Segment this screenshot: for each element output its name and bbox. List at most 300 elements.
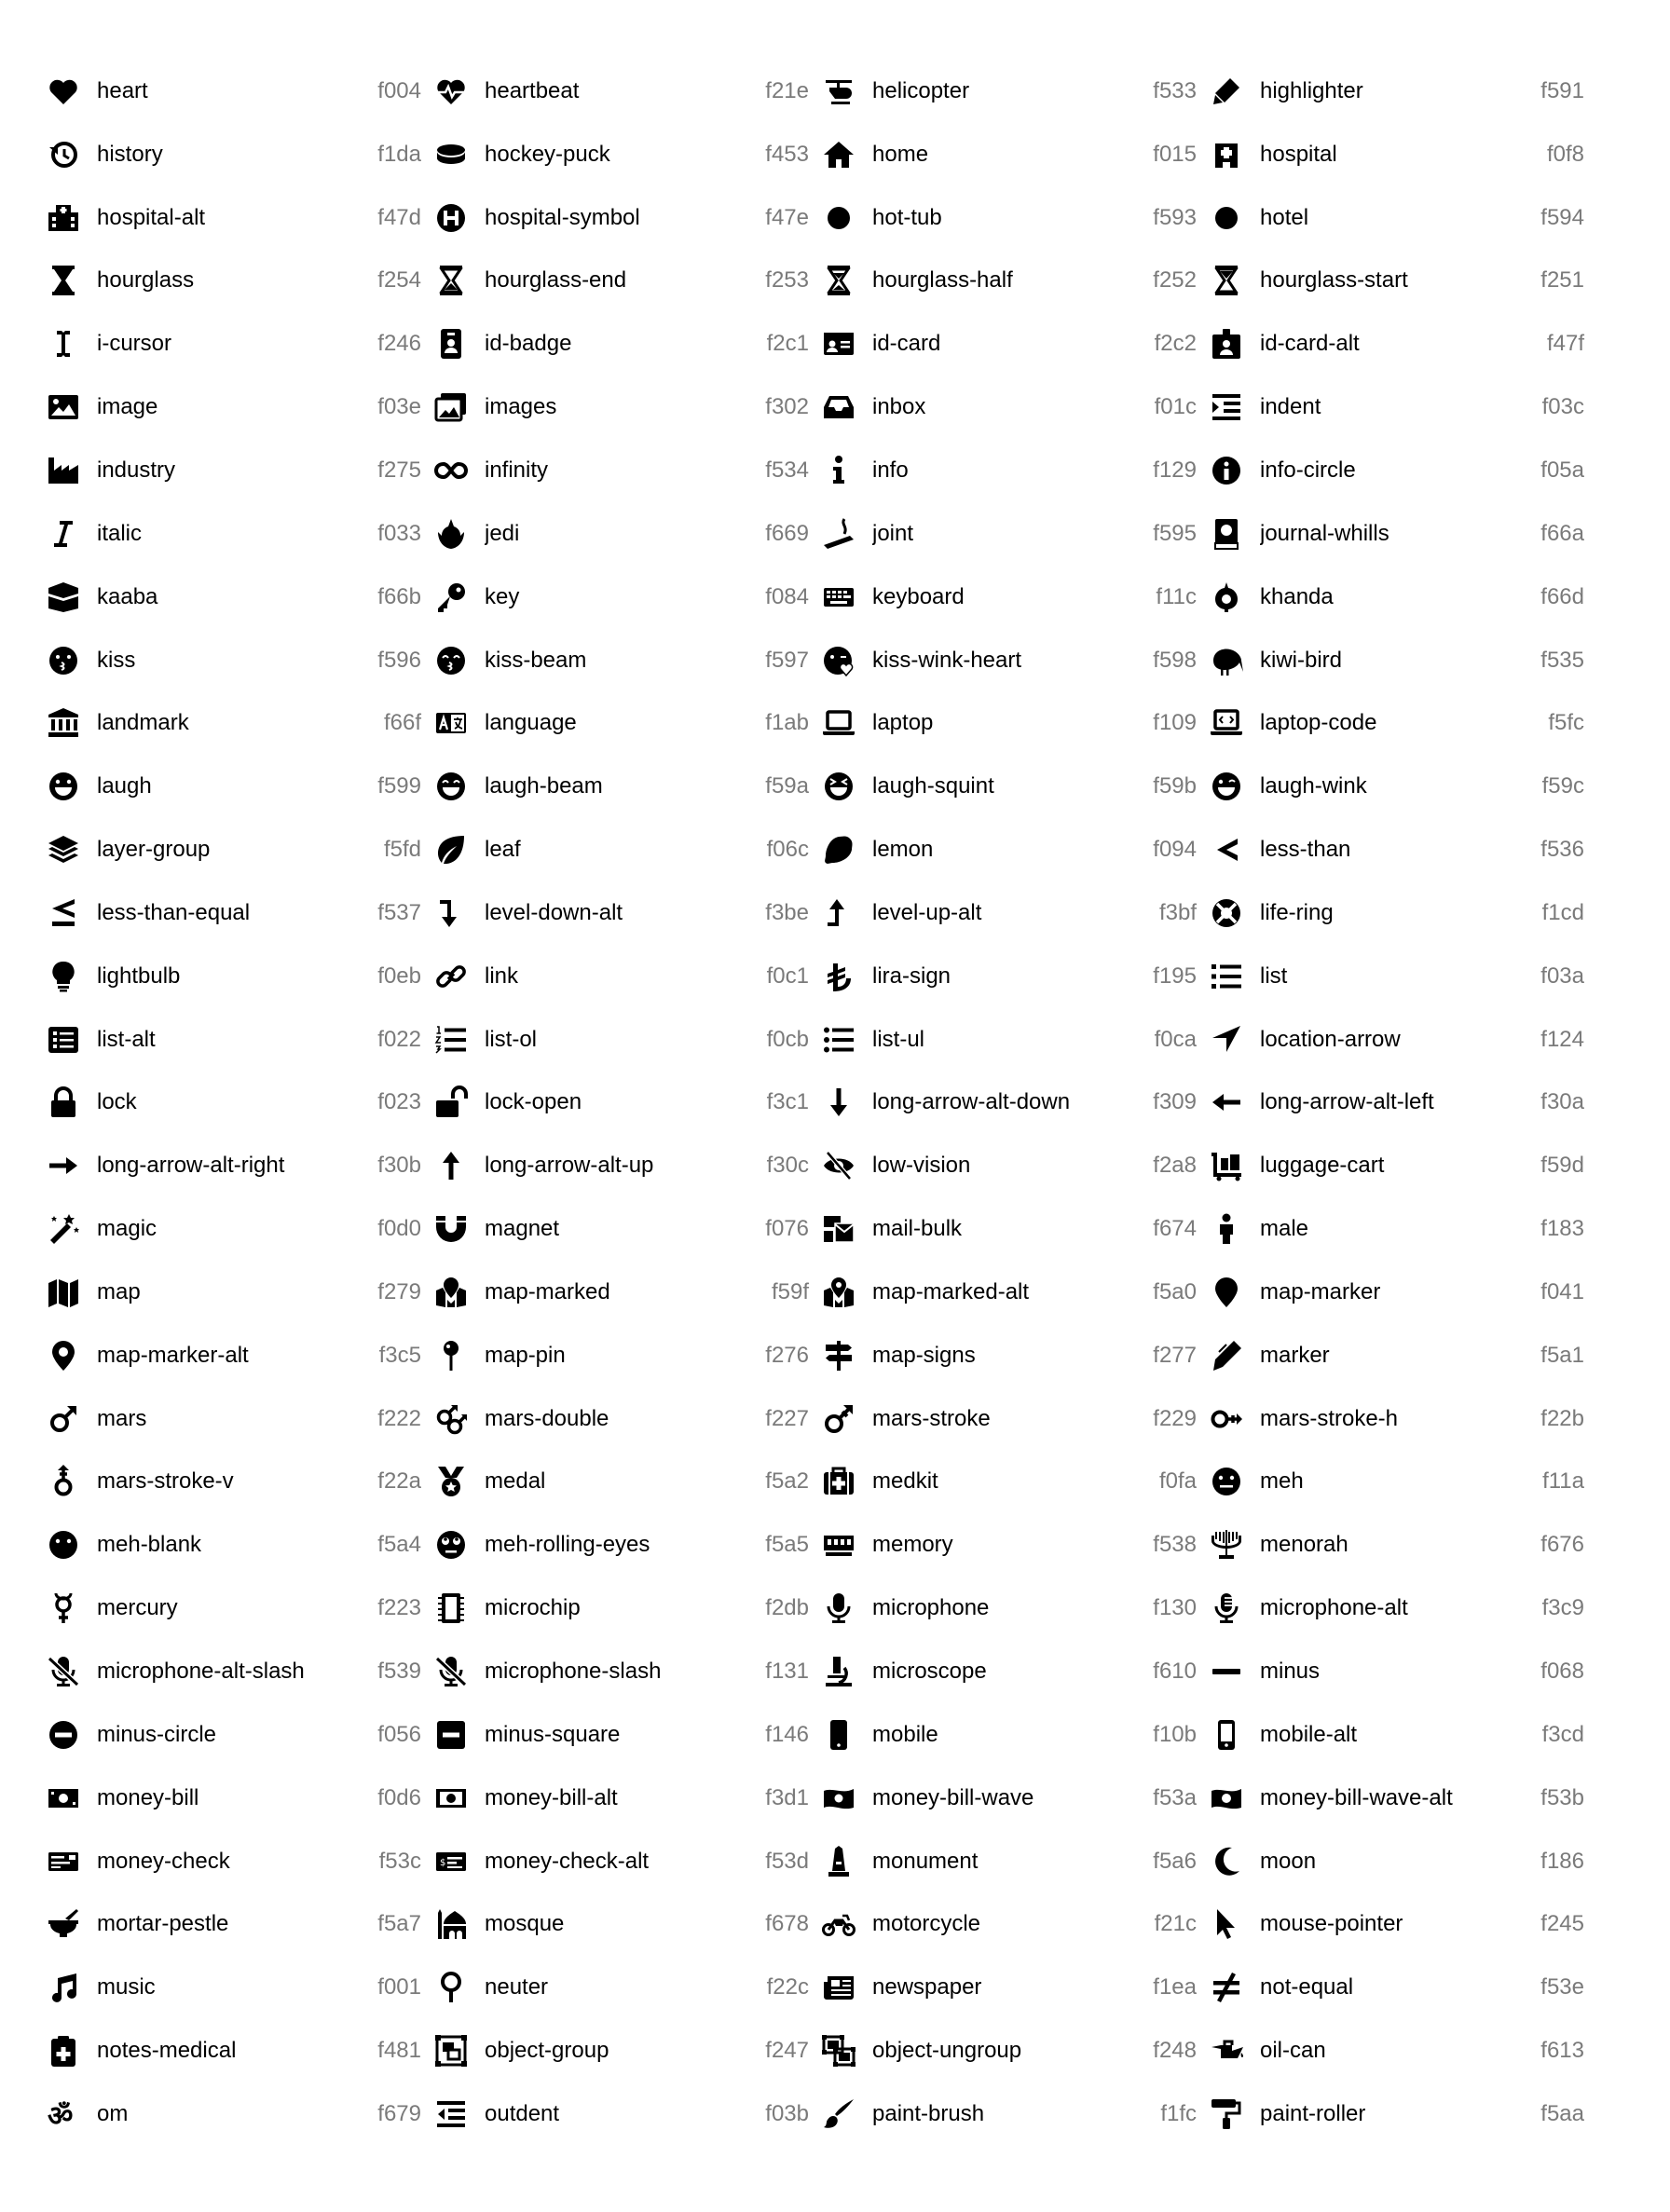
kiss-beam-icon: [432, 642, 470, 679]
lock-open-icon: [432, 1084, 470, 1121]
icon-unicode: f610: [1153, 1659, 1197, 1685]
journal-whills-icon: [1208, 515, 1245, 553]
icon-entry: [45, 818, 421, 881]
icon-name: kiss: [97, 647, 136, 673]
long-arrow-alt-down-icon: [820, 1084, 857, 1121]
icon-entry: [1208, 312, 1584, 375]
jedi-icon: [432, 515, 470, 553]
icon-unicode: f001: [377, 1974, 421, 2000]
mars-double-icon: [432, 1400, 470, 1438]
not-equal-icon: [1208, 1969, 1245, 2006]
icon-unicode: f041: [1540, 1278, 1584, 1304]
icon-unicode: f01c: [1154, 394, 1197, 420]
icon-name: key: [485, 583, 520, 609]
icon-unicode: f47f: [1546, 331, 1584, 357]
icon-name: hourglass: [97, 267, 195, 294]
icon-name: keyboard: [872, 583, 965, 609]
icon-unicode: f3d1: [765, 1784, 809, 1810]
icon-name: id-card-alt: [1260, 331, 1360, 357]
heart-icon: [45, 73, 82, 110]
icon-unicode: f593: [1153, 204, 1197, 230]
icon-unicode: f22a: [377, 1468, 421, 1495]
microchip-icon: [432, 1590, 470, 1627]
icon-unicode: f094: [1153, 837, 1197, 863]
icon-name: microphone-slash: [485, 1659, 662, 1685]
icon-name: laugh-beam: [485, 773, 603, 799]
icon-entry: [1208, 1134, 1584, 1197]
icon-unicode: f0f8: [1546, 141, 1584, 167]
icon-entry: [1208, 2019, 1584, 2082]
icon-entry: [1208, 629, 1584, 692]
magnet-icon: [432, 1210, 470, 1248]
icon-name: marker: [1260, 1342, 1330, 1368]
icon-unicode: f076: [765, 1216, 809, 1242]
icon-name: laugh: [97, 773, 152, 799]
monument-icon: [820, 1843, 857, 1880]
icon-name: inbox: [872, 394, 926, 420]
icon-name: monument: [872, 1848, 979, 1874]
icon-name: paint-brush: [872, 2100, 985, 2126]
icon-name: kaaba: [97, 583, 158, 609]
icon-name: location-arrow: [1260, 1026, 1401, 1052]
icon-unicode: f47d: [377, 204, 421, 230]
icon-entry: [820, 1451, 1197, 1514]
icon-name: mosque: [485, 1911, 565, 1937]
icon-unicode: f5fc: [1548, 710, 1584, 736]
icon-unicode: f1cd: [1541, 899, 1584, 925]
icon-entry: [45, 2082, 421, 2146]
icon-name: laugh-wink: [1260, 773, 1367, 799]
icon-entry: [820, 60, 1197, 123]
luggage-cart-icon: [1208, 1147, 1245, 1184]
icon-name: link: [485, 963, 519, 989]
icon-unicode: f251: [1540, 267, 1584, 294]
icon-unicode: f538: [1153, 1532, 1197, 1558]
icon-entry: [45, 1008, 421, 1072]
icon-unicode: f5a2: [765, 1468, 809, 1495]
icon-entry: [45, 1703, 421, 1767]
icon-unicode: f246: [377, 331, 421, 357]
icon-name: mobile: [872, 1721, 938, 1747]
icon-entry: [432, 1703, 809, 1767]
icon-name: i-cursor: [97, 331, 172, 357]
icon-entry: [45, 1387, 421, 1451]
life-ring-icon: [1208, 894, 1245, 932]
icon-entry: [820, 502, 1197, 566]
icon-name: money-bill: [97, 1784, 199, 1810]
male-icon: [1208, 1210, 1245, 1248]
icon-name: landmark: [97, 710, 189, 736]
icon-entry: [1208, 1324, 1584, 1387]
icon-unicode: f276: [765, 1342, 809, 1368]
icon-entry: [432, 375, 809, 439]
hourglass-end-icon: [432, 262, 470, 299]
icon-name: motorcycle: [872, 1911, 981, 1937]
home-icon: [820, 136, 857, 173]
id-card-icon: [820, 325, 857, 362]
icon-unicode: f11a: [1542, 1468, 1584, 1495]
icon-name: list: [1260, 963, 1288, 989]
icon-entry: [820, 1513, 1197, 1577]
icon-name: mars-stroke-h: [1260, 1405, 1399, 1431]
lira-sign-icon: [820, 958, 857, 995]
icon-name: microphone: [872, 1595, 990, 1621]
map-signs-icon: [820, 1337, 857, 1374]
icon-unicode: f453: [765, 141, 809, 167]
khanda-icon: [1208, 579, 1245, 616]
icon-unicode: f0d0: [377, 1216, 421, 1242]
minus-square-icon: [432, 1716, 470, 1754]
icon-name: om: [97, 2100, 129, 2126]
icon-name: layer-group: [97, 837, 211, 863]
less-than-equal-icon: [45, 894, 82, 932]
joint-icon: [820, 515, 857, 553]
icon-entry: [432, 312, 809, 375]
icon-unicode: f5aa: [1540, 2100, 1584, 2126]
icon-unicode: f59d: [1540, 1153, 1584, 1179]
icon-unicode: f022: [377, 1026, 421, 1052]
icon-entry: [45, 1640, 421, 1703]
icon-name: microphone-alt: [1260, 1595, 1408, 1621]
icon-unicode: f131: [765, 1659, 809, 1685]
mouse-pointer-icon: [1208, 1905, 1245, 1943]
icon-name: oil-can: [1260, 2038, 1326, 2064]
icon-unicode: f597: [765, 647, 809, 673]
microphone-slash-icon: [432, 1653, 470, 1690]
money-bill-wave-icon: [820, 1780, 857, 1817]
icon-name: memory: [872, 1532, 953, 1558]
icon-entry: [820, 439, 1197, 502]
icon-grid: [45, 60, 1584, 2146]
music-icon: [45, 1969, 82, 2006]
icon-entry: [820, 2019, 1197, 2082]
location-arrow-icon: [1208, 1021, 1245, 1058]
icon-entry: [432, 1513, 809, 1577]
lock-icon: [45, 1084, 82, 1121]
icon-unicode: f0c1: [766, 963, 809, 989]
menorah-icon: [1208, 1526, 1245, 1563]
icon-name: helicopter: [872, 77, 970, 103]
icon-name: id-badge: [485, 331, 572, 357]
money-bill-alt-icon: [432, 1780, 470, 1817]
icon-name: medkit: [872, 1468, 938, 1495]
icon-name: money-check: [97, 1848, 230, 1874]
medal-icon: [432, 1463, 470, 1500]
icon-entry: [432, 945, 809, 1008]
icon-name: home: [872, 141, 929, 167]
money-bill-icon: [45, 1780, 82, 1817]
minus-icon: [1208, 1653, 1245, 1690]
icon-entry: [45, 1577, 421, 1640]
money-check-icon: [45, 1843, 82, 1880]
icon-entry: [820, 1767, 1197, 1830]
icon-entry: [1208, 1577, 1584, 1640]
leaf-icon: [432, 831, 470, 868]
mobile-icon: [820, 1716, 857, 1754]
mail-bulk-icon: [820, 1210, 857, 1248]
icon-unicode: f674: [1153, 1216, 1197, 1242]
kaaba-icon: [45, 579, 82, 616]
icon-name: neuter: [485, 1974, 549, 2000]
icon-entry: [1208, 818, 1584, 881]
icon-unicode: f252: [1153, 267, 1197, 294]
icon-name: hourglass-start: [1260, 267, 1408, 294]
icon-unicode: f536: [1540, 837, 1584, 863]
icon-name: low-vision: [872, 1153, 971, 1179]
icon-unicode: f5a6: [1153, 1848, 1197, 1874]
icon-name: minus: [1260, 1659, 1321, 1685]
icon-entry: [1208, 186, 1584, 250]
icon-entry: [432, 2019, 809, 2082]
icon-unicode: f247: [765, 2038, 809, 2064]
icon-unicode: f59b: [1153, 773, 1197, 799]
hourglass-icon: [45, 262, 82, 299]
icon-name: mercury: [97, 1595, 178, 1621]
icon-unicode: f3be: [765, 899, 809, 925]
highlighter-icon: [1208, 73, 1245, 110]
icon-name: map-marked-alt: [872, 1278, 1030, 1304]
icon-unicode: f53b: [1540, 1784, 1584, 1810]
icon-unicode: f03e: [377, 394, 421, 420]
mercury-icon: [45, 1590, 82, 1627]
icon-name: indent: [1260, 394, 1321, 420]
layer-group-icon: [45, 831, 82, 868]
icon-entry: [432, 502, 809, 566]
id-badge-icon: [432, 325, 470, 362]
paint-brush-icon: [820, 2096, 857, 2133]
kiss-wink-heart-icon: [820, 642, 857, 679]
icon-name: long-arrow-alt-down: [872, 1089, 1071, 1115]
oil-can-icon: [1208, 2032, 1245, 2069]
icon-entry: [1208, 1451, 1584, 1514]
icon-name: male: [1260, 1216, 1309, 1242]
icon-entry: [820, 1387, 1197, 1451]
icon-name: mars: [97, 1405, 147, 1431]
icon-unicode: f613: [1540, 2038, 1584, 2064]
icon-entry: [1208, 566, 1584, 629]
icon-unicode: f03b: [765, 2100, 809, 2126]
icon-unicode: f53d: [765, 1848, 809, 1874]
icon-name: meh: [1260, 1468, 1304, 1495]
icon-name: lock: [97, 1089, 137, 1115]
icon-unicode: f539: [377, 1659, 421, 1685]
icon-unicode: f277: [1153, 1342, 1197, 1368]
icon-name: lightbulb: [97, 963, 181, 989]
icon-entry: [45, 2019, 421, 2082]
icon-unicode: f309: [1153, 1089, 1197, 1115]
icon-entry: [820, 1008, 1197, 1072]
long-arrow-alt-right-icon: [45, 1147, 82, 1184]
icon-entry: [432, 1134, 809, 1197]
icon-entry: [45, 945, 421, 1008]
icon-entry: [1208, 1261, 1584, 1324]
icon-unicode: f66f: [383, 710, 421, 736]
icon-name: map-marker-alt: [97, 1342, 249, 1368]
icon-unicode: f678: [765, 1911, 809, 1937]
icon-unicode: f068: [1540, 1659, 1584, 1685]
icon-name: mars-double: [485, 1405, 609, 1431]
icon-entry: [432, 2082, 809, 2146]
mars-stroke-v-icon: [45, 1463, 82, 1500]
info-circle-icon: [1208, 452, 1245, 489]
icon-name: industry: [97, 457, 176, 483]
icon-entry: [1208, 1513, 1584, 1577]
icon-unicode: f033: [377, 520, 421, 546]
icon-name: map: [97, 1278, 141, 1304]
icon-name: jedi: [485, 520, 520, 546]
icon-unicode: f1fc: [1160, 2100, 1197, 2126]
icon-entry: [1208, 1640, 1584, 1703]
money-bill-wave-alt-icon: [1208, 1780, 1245, 1817]
icon-unicode: f0ca: [1154, 1026, 1197, 1052]
icon-entry: [1208, 123, 1584, 186]
icon-unicode: f59a: [765, 773, 809, 799]
icon-unicode: f21e: [765, 77, 809, 103]
icon-entry: [432, 1892, 809, 1956]
svg-text:$: $: [440, 1857, 446, 1868]
icon-entry: [45, 691, 421, 755]
icon-name: meh-blank: [97, 1532, 202, 1558]
neuter-icon: [432, 1969, 470, 2006]
icon-unicode: f1da: [377, 141, 421, 167]
microphone-alt-slash-icon: [45, 1653, 82, 1690]
indent-icon: [1208, 389, 1245, 426]
icon-name: minus-circle: [97, 1721, 217, 1747]
laugh-beam-icon: [432, 768, 470, 805]
icon-unicode: f275: [377, 457, 421, 483]
icon-unicode: f3c9: [1541, 1595, 1584, 1621]
icon-unicode: f595: [1153, 520, 1197, 546]
icon-entry: [432, 755, 809, 818]
icon-entry: [1208, 1703, 1584, 1767]
icon-name: laugh-squint: [872, 773, 994, 799]
icon-unicode: f248: [1153, 2038, 1197, 2064]
icon-name: mouse-pointer: [1260, 1911, 1403, 1937]
hot-tub-icon: [820, 199, 857, 237]
less-than-icon: [1208, 831, 1245, 868]
level-up-alt-icon: [820, 894, 857, 932]
icon-unicode: f59c: [1541, 773, 1584, 799]
icon-entry: [820, 881, 1197, 945]
minus-circle-icon: [45, 1716, 82, 1754]
icon-entry: [45, 1513, 421, 1577]
icon-name: newspaper: [872, 1974, 982, 2000]
icon-unicode: f676: [1540, 1532, 1584, 1558]
icon-entry: [820, 250, 1197, 313]
icon-name: microphone-alt-slash: [97, 1659, 305, 1685]
icon-entry: [432, 123, 809, 186]
icon-name: map-marker: [1260, 1278, 1381, 1304]
hospital-icon: [1208, 136, 1245, 173]
icon-unicode: f594: [1540, 204, 1584, 230]
icon-unicode: f30a: [1540, 1089, 1584, 1115]
icon-unicode: f598: [1153, 647, 1197, 673]
icon-unicode: f5a4: [377, 1532, 421, 1558]
icon-entry: [432, 1577, 809, 1640]
icon-entry: [820, 1134, 1197, 1197]
icon-name: level-down-alt: [485, 899, 623, 925]
icon-entry: [820, 1830, 1197, 1893]
icon-unicode: f222: [377, 1405, 421, 1431]
icon-name: hospital-alt: [97, 204, 206, 230]
list-ol-icon: [432, 1021, 470, 1058]
icon-unicode: f183: [1540, 1216, 1584, 1242]
link-icon: [432, 958, 470, 995]
helicopter-icon: [820, 73, 857, 110]
icon-unicode: f004: [377, 77, 421, 103]
icon-entry: [45, 1767, 421, 1830]
laugh-wink-icon: [1208, 768, 1245, 805]
history-icon: [45, 136, 82, 173]
icon-unicode: f186: [1540, 1848, 1584, 1874]
mars-icon: [45, 1400, 82, 1438]
icon-entry: [820, 818, 1197, 881]
icon-unicode: f130: [1153, 1595, 1197, 1621]
landmark-icon: [45, 704, 82, 742]
icon-entry: [1208, 881, 1584, 945]
icon-unicode: f5fd: [383, 837, 421, 863]
list-ul-icon: [820, 1021, 857, 1058]
icon-entry: [432, 1072, 809, 1135]
icon-unicode: f3c5: [378, 1342, 421, 1368]
icon-name: life-ring: [1260, 899, 1334, 925]
icon-entry: [432, 1956, 809, 2019]
microphone-alt-icon: [1208, 1590, 1245, 1627]
hotel-icon: [1208, 199, 1245, 237]
icon-name: lira-sign: [872, 963, 951, 989]
icon-entry: [45, 566, 421, 629]
icon-entry: [45, 1830, 421, 1893]
icon-unicode: f47e: [765, 204, 809, 230]
icon-name: less-than-equal: [97, 899, 251, 925]
icon-name: history: [97, 141, 163, 167]
newspaper-icon: [820, 1969, 857, 2006]
icon-entry: [1208, 1830, 1584, 1893]
icon-entry: [1208, 755, 1584, 818]
icon-entry: [45, 250, 421, 313]
icon-entry: [45, 60, 421, 123]
icon-name: meh-rolling-eyes: [485, 1532, 650, 1558]
icon-name: object-ungroup: [872, 2038, 1022, 2064]
icon-name: microscope: [872, 1659, 987, 1685]
icon-name: list-alt: [97, 1026, 156, 1052]
mars-stroke-icon: [820, 1400, 857, 1438]
icon-name: heartbeat: [485, 77, 580, 103]
images-icon: [432, 389, 470, 426]
icon-unicode: f023: [377, 1089, 421, 1115]
icon-name: menorah: [1260, 1532, 1348, 1558]
icon-unicode: f535: [1540, 647, 1584, 673]
icon-entry: [820, 1577, 1197, 1640]
icon-unicode: f533: [1153, 77, 1197, 103]
icon-unicode: f11c: [1156, 583, 1197, 609]
icon-entry: [45, 1197, 421, 1261]
icon-entry: [45, 1324, 421, 1387]
icon-entry: [432, 1387, 809, 1451]
icon-unicode: f056: [377, 1721, 421, 1747]
icon-entry: [1208, 1197, 1584, 1261]
icon-name: heart: [97, 77, 148, 103]
map-marked-icon: [432, 1274, 470, 1311]
mosque-icon: [432, 1905, 470, 1943]
icon-name: money-check-alt: [485, 1848, 650, 1874]
map-pin-icon: [432, 1337, 470, 1374]
icon-name: map-marked: [485, 1278, 610, 1304]
icon-unicode: f5a7: [377, 1911, 421, 1937]
icon-unicode: f481: [377, 2038, 421, 2064]
icon-name: magnet: [485, 1216, 560, 1242]
icon-unicode: f59f: [771, 1278, 809, 1304]
